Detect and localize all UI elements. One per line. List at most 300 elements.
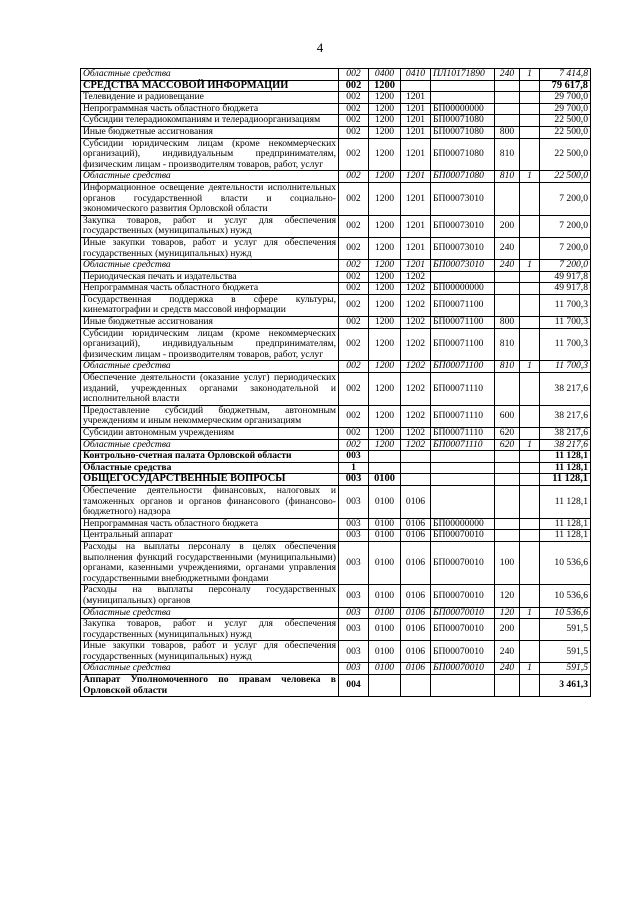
row-subsection-cell: 0106 <box>401 619 431 641</box>
row-admin-code-cell: 002 <box>339 237 369 259</box>
row-subsection-cell: 1201 <box>401 171 431 183</box>
table-row <box>81 607 591 619</box>
table-row <box>81 283 591 295</box>
row-funding-source-cell <box>520 328 540 361</box>
row-subsection-cell <box>401 462 431 474</box>
row-subsection-cell: 1201 <box>401 115 431 127</box>
row-admin-code-cell: 003 <box>339 619 369 641</box>
row-admin-code-cell: 004 <box>339 675 369 697</box>
row-section-cell: 1200 <box>369 405 401 427</box>
row-admin-code-cell: 002 <box>339 69 369 81</box>
row-expense-type-cell <box>495 80 520 92</box>
budget-table <box>80 68 591 697</box>
row-amount-cell: 38 217,6 <box>540 405 591 427</box>
table-row <box>81 451 591 463</box>
row-expense-type-cell: 810 <box>495 171 520 183</box>
row-amount-cell: 11 128,1 <box>540 530 591 542</box>
row-subsection-cell: 1202 <box>401 283 431 295</box>
row-expense-type-cell <box>495 294 520 316</box>
row-subsection-cell: 1201 <box>401 260 431 272</box>
row-admin-code-cell: 002 <box>339 317 369 329</box>
row-funding-source-cell: 1 <box>520 69 540 81</box>
table-row <box>81 69 591 81</box>
row-name-cell: Аппарат Уполномоченного по правам человека в Орловской области <box>81 675 339 697</box>
row-subsection-cell: 0106 <box>401 541 431 584</box>
row-funding-source-cell <box>520 271 540 283</box>
row-expense-type-cell <box>495 182 520 215</box>
row-amount-cell: 38 217,6 <box>540 439 591 451</box>
row-amount-cell: 11 700,3 <box>540 294 591 316</box>
row-target-article-cell: БП00070010 <box>431 530 495 542</box>
row-name-cell: Контрольно-счетная палата Орловской области <box>81 451 339 463</box>
row-amount-cell: 11 128,1 <box>540 462 591 474</box>
row-section-cell: 1200 <box>369 215 401 237</box>
row-section-cell: 1200 <box>369 317 401 329</box>
table-row <box>81 138 591 171</box>
row-amount-cell: 49 917,8 <box>540 271 591 283</box>
row-funding-source-cell <box>520 518 540 530</box>
row-admin-code-cell: 002 <box>339 271 369 283</box>
row-funding-source-cell: 1 <box>520 439 540 451</box>
row-funding-source-cell: 1 <box>520 260 540 272</box>
row-section-cell: 1200 <box>369 182 401 215</box>
row-name-cell: Государственная поддержка в сфере культуры, кинематографии и средств массовой информации <box>81 294 339 316</box>
table-row <box>81 182 591 215</box>
row-funding-source-cell <box>520 675 540 697</box>
row-target-article-cell: БП00071100 <box>431 328 495 361</box>
row-expense-type-cell <box>495 373 520 406</box>
row-funding-source-cell <box>520 103 540 115</box>
row-name-cell: Закупка товаров, работ и услуг для обеспечения государственных (муниципальных) нужд <box>81 619 339 641</box>
row-funding-source-cell <box>520 115 540 127</box>
row-target-article-cell: БП00071100 <box>431 294 495 316</box>
row-name-cell: Областные средства <box>81 260 339 272</box>
row-name-cell: Областные средства <box>81 663 339 675</box>
row-amount-cell: 591,5 <box>540 619 591 641</box>
table-row <box>81 271 591 283</box>
row-admin-code-cell: 002 <box>339 373 369 406</box>
row-target-article-cell: БП00071110 <box>431 428 495 440</box>
row-target-article-cell: БП00070010 <box>431 641 495 663</box>
row-funding-source-cell <box>520 405 540 427</box>
row-section-cell: 1200 <box>369 271 401 283</box>
row-amount-cell: 10 536,6 <box>540 585 591 607</box>
row-target-article-cell: БП00071110 <box>431 439 495 451</box>
row-admin-code-cell: 002 <box>339 361 369 373</box>
table-row <box>81 462 591 474</box>
row-amount-cell: 11 700,3 <box>540 328 591 361</box>
row-amount-cell: 22 500,0 <box>540 115 591 127</box>
row-section-cell: 0100 <box>369 518 401 530</box>
row-section-cell: 1200 <box>369 171 401 183</box>
table-row <box>81 80 591 92</box>
row-target-article-cell <box>431 451 495 463</box>
row-target-article-cell: БП00071080 <box>431 115 495 127</box>
row-name-cell: Непрограммная часть областного бюджета <box>81 103 339 115</box>
row-section-cell: 1200 <box>369 283 401 295</box>
row-subsection-cell: 1202 <box>401 294 431 316</box>
row-target-article-cell: БП00073010 <box>431 215 495 237</box>
row-section-cell <box>369 462 401 474</box>
row-expense-type-cell <box>495 485 520 518</box>
row-subsection-cell: 1201 <box>401 215 431 237</box>
row-admin-code-cell: 1 <box>339 462 369 474</box>
table-row <box>81 260 591 272</box>
row-admin-code-cell: 002 <box>339 80 369 92</box>
row-expense-type-cell <box>495 530 520 542</box>
row-funding-source-cell <box>520 237 540 259</box>
table-row <box>81 92 591 104</box>
row-amount-cell: 10 536,6 <box>540 541 591 584</box>
row-target-article-cell <box>431 474 495 486</box>
row-expense-type-cell: 810 <box>495 361 520 373</box>
table-row <box>81 126 591 138</box>
row-section-cell: 1200 <box>369 237 401 259</box>
row-name-cell: Центральный аппарат <box>81 530 339 542</box>
row-name-cell: Субсидии телерадиокомпаниям и телерадиоорганизациям <box>81 115 339 127</box>
table-row <box>81 675 591 697</box>
row-target-article-cell: БП00073010 <box>431 260 495 272</box>
row-funding-source-cell: 1 <box>520 361 540 373</box>
row-name-cell: Областные средства <box>81 361 339 373</box>
row-target-article-cell: БП00071100 <box>431 317 495 329</box>
row-amount-cell: 3 461,3 <box>540 675 591 697</box>
row-subsection-cell: 1202 <box>401 271 431 283</box>
row-funding-source-cell <box>520 283 540 295</box>
row-name-cell: Субсидии юридическим лицам (кроме некоммерческих организаций), индивидуальным предпринимателям, физическим лицам - производителям товаров, работ, услуг <box>81 328 339 361</box>
row-admin-code-cell: 002 <box>339 405 369 427</box>
row-expense-type-cell: 200 <box>495 619 520 641</box>
row-target-article-cell <box>431 462 495 474</box>
row-name-cell: Непрограммная часть областного бюджета <box>81 518 339 530</box>
row-funding-source-cell <box>520 451 540 463</box>
table-row <box>81 518 591 530</box>
row-section-cell <box>369 451 401 463</box>
table-row <box>81 619 591 641</box>
row-subsection-cell: 1202 <box>401 317 431 329</box>
row-subsection-cell: 1201 <box>401 92 431 104</box>
row-amount-cell: 11 128,1 <box>540 474 591 486</box>
table-row <box>81 530 591 542</box>
row-expense-type-cell: 240 <box>495 663 520 675</box>
row-admin-code-cell: 002 <box>339 215 369 237</box>
page-number: 4 <box>316 40 324 55</box>
row-amount-cell: 22 500,0 <box>540 171 591 183</box>
row-admin-code-cell: 002 <box>339 126 369 138</box>
row-expense-type-cell: 200 <box>495 215 520 237</box>
row-amount-cell: 7 200,0 <box>540 215 591 237</box>
row-section-cell: 1200 <box>369 328 401 361</box>
row-subsection-cell: 1201 <box>401 182 431 215</box>
row-admin-code-cell: 003 <box>339 451 369 463</box>
row-section-cell <box>369 675 401 697</box>
row-expense-type-cell: 100 <box>495 541 520 584</box>
table-row <box>81 103 591 115</box>
row-subsection-cell: 1201 <box>401 237 431 259</box>
row-admin-code-cell: 002 <box>339 171 369 183</box>
row-amount-cell: 11 128,1 <box>540 451 591 463</box>
row-name-cell: Иные бюджетные ассигнования <box>81 317 339 329</box>
row-amount-cell: 11 128,1 <box>540 518 591 530</box>
row-expense-type-cell: 240 <box>495 260 520 272</box>
row-name-cell: Периодическая печать и издательства <box>81 271 339 283</box>
row-subsection-cell: 0106 <box>401 585 431 607</box>
row-amount-cell: 7 200,0 <box>540 237 591 259</box>
row-amount-cell: 7 200,0 <box>540 260 591 272</box>
row-target-article-cell <box>431 92 495 104</box>
row-subsection-cell <box>401 80 431 92</box>
row-target-article-cell: ПЛ10171890 <box>431 69 495 81</box>
table-row <box>81 115 591 127</box>
row-name-cell: Непрограммная часть областного бюджета <box>81 283 339 295</box>
row-target-article-cell: БП00070010 <box>431 619 495 641</box>
row-amount-cell: 29 700,0 <box>540 103 591 115</box>
row-amount-cell: 79 617,8 <box>540 80 591 92</box>
table-row <box>81 663 591 675</box>
row-amount-cell: 11 700,3 <box>540 361 591 373</box>
table-row <box>81 585 591 607</box>
row-name-cell: СРЕДСТВА МАССОВОЙ ИНФОРМАЦИИ <box>81 80 339 92</box>
row-admin-code-cell: 002 <box>339 283 369 295</box>
row-subsection-cell: 1202 <box>401 373 431 406</box>
row-expense-type-cell <box>495 675 520 697</box>
row-section-cell: 1200 <box>369 115 401 127</box>
row-target-article-cell: БП00071080 <box>431 171 495 183</box>
row-funding-source-cell <box>520 182 540 215</box>
row-funding-source-cell <box>520 641 540 663</box>
row-admin-code-cell: 003 <box>339 585 369 607</box>
row-name-cell: Расходы на выплаты персоналу государственных (муниципальных) органов <box>81 585 339 607</box>
row-expense-type-cell: 240 <box>495 641 520 663</box>
row-funding-source-cell <box>520 541 540 584</box>
row-name-cell: Областные средства <box>81 462 339 474</box>
table-row <box>81 361 591 373</box>
row-amount-cell: 10 536,6 <box>540 607 591 619</box>
row-admin-code-cell: 003 <box>339 607 369 619</box>
row-target-article-cell: БП00071110 <box>431 373 495 406</box>
row-amount-cell: 22 500,0 <box>540 138 591 171</box>
row-funding-source-cell <box>520 373 540 406</box>
row-section-cell: 1200 <box>369 294 401 316</box>
row-expense-type-cell: 240 <box>495 69 520 81</box>
row-funding-source-cell <box>520 215 540 237</box>
row-name-cell: Областные средства <box>81 171 339 183</box>
row-name-cell: Областные средства <box>81 607 339 619</box>
row-target-article-cell: БП00000000 <box>431 518 495 530</box>
row-target-article-cell <box>431 80 495 92</box>
row-funding-source-cell <box>520 138 540 171</box>
row-target-article-cell: БП00073010 <box>431 182 495 215</box>
row-name-cell: Иные закупки товаров, работ и услуг для обеспечения государственных (муниципальных) нужд <box>81 237 339 259</box>
row-amount-cell: 22 500,0 <box>540 126 591 138</box>
row-amount-cell: 11 700,3 <box>540 317 591 329</box>
row-expense-type-cell <box>495 518 520 530</box>
row-admin-code-cell: 003 <box>339 663 369 675</box>
row-amount-cell: 11 128,1 <box>540 485 591 518</box>
row-name-cell: Иные бюджетные ассигнования <box>81 126 339 138</box>
row-admin-code-cell: 003 <box>339 541 369 584</box>
row-expense-type-cell: 620 <box>495 428 520 440</box>
row-funding-source-cell <box>520 485 540 518</box>
table-row <box>81 294 591 316</box>
row-funding-source-cell <box>520 474 540 486</box>
row-funding-source-cell <box>520 126 540 138</box>
row-expense-type-cell: 240 <box>495 237 520 259</box>
row-admin-code-cell: 002 <box>339 260 369 272</box>
row-name-cell: Предоставление субсидий бюджетным, автономным учреждениям и иным некоммерческим организациям <box>81 405 339 427</box>
row-section-cell: 0100 <box>369 474 401 486</box>
row-section-cell: 0100 <box>369 541 401 584</box>
row-admin-code-cell: 003 <box>339 474 369 486</box>
row-name-cell: Субсидии автономным учреждениям <box>81 428 339 440</box>
row-section-cell: 1200 <box>369 92 401 104</box>
table-row <box>81 541 591 584</box>
row-subsection-cell: 0410 <box>401 69 431 81</box>
row-name-cell: Расходы на выплаты персоналу в целях обеспечения выполнения функций государственными (муниципальными) органами, казенными учреждениями, органами управления государственными внебюджетными фондами <box>81 541 339 584</box>
row-expense-type-cell <box>495 451 520 463</box>
row-subsection-cell: 0106 <box>401 530 431 542</box>
row-section-cell: 1200 <box>369 138 401 171</box>
row-amount-cell: 38 217,6 <box>540 428 591 440</box>
row-amount-cell: 29 700,0 <box>540 92 591 104</box>
row-subsection-cell <box>401 675 431 697</box>
row-funding-source-cell <box>520 428 540 440</box>
row-subsection-cell <box>401 451 431 463</box>
row-admin-code-cell: 003 <box>339 518 369 530</box>
table-row <box>81 317 591 329</box>
row-subsection-cell: 1202 <box>401 405 431 427</box>
row-funding-source-cell <box>520 80 540 92</box>
row-section-cell: 1200 <box>369 80 401 92</box>
row-subsection-cell: 1201 <box>401 126 431 138</box>
row-target-article-cell: БП00071110 <box>431 405 495 427</box>
row-admin-code-cell: 002 <box>339 92 369 104</box>
row-subsection-cell <box>401 474 431 486</box>
row-admin-code-cell: 002 <box>339 328 369 361</box>
table-row <box>81 428 591 440</box>
row-amount-cell: 49 917,8 <box>540 283 591 295</box>
table-row <box>81 373 591 406</box>
row-name-cell: ОБЩЕГОСУДАРСТВЕННЫЕ ВОПРОСЫ <box>81 474 339 486</box>
row-section-cell: 0100 <box>369 619 401 641</box>
row-amount-cell: 38 217,6 <box>540 373 591 406</box>
row-section-cell: 1200 <box>369 373 401 406</box>
row-section-cell: 1200 <box>369 361 401 373</box>
table-row <box>81 485 591 518</box>
row-section-cell: 0100 <box>369 585 401 607</box>
row-subsection-cell: 1202 <box>401 428 431 440</box>
row-admin-code-cell: 003 <box>339 641 369 663</box>
row-funding-source-cell <box>520 462 540 474</box>
row-admin-code-cell: 003 <box>339 530 369 542</box>
row-funding-source-cell <box>520 317 540 329</box>
row-name-cell: Субсидии юридическим лицам (кроме некоммерческих организаций), индивидуальным предпринимателям, физическим лицам - производителям товаров, работ, услуг <box>81 138 339 171</box>
row-subsection-cell: 0106 <box>401 641 431 663</box>
row-admin-code-cell: 002 <box>339 103 369 115</box>
row-expense-type-cell: 620 <box>495 439 520 451</box>
table-row <box>81 328 591 361</box>
row-name-cell: Телевидение и радиовещание <box>81 92 339 104</box>
table-row <box>81 439 591 451</box>
row-target-article-cell: БП00073010 <box>431 237 495 259</box>
row-section-cell: 0100 <box>369 485 401 518</box>
row-expense-type-cell: 600 <box>495 405 520 427</box>
row-target-article-cell: БП00071100 <box>431 361 495 373</box>
table-row <box>81 405 591 427</box>
row-section-cell: 1200 <box>369 439 401 451</box>
row-target-article-cell: БП00071080 <box>431 138 495 171</box>
row-admin-code-cell: 002 <box>339 294 369 316</box>
row-funding-source-cell: 1 <box>520 607 540 619</box>
row-admin-code-cell: 002 <box>339 182 369 215</box>
row-subsection-cell: 0106 <box>401 663 431 675</box>
row-expense-type-cell: 120 <box>495 607 520 619</box>
row-name-cell: Иные закупки товаров, работ и услуг для обеспечения государственных (муниципальных) нужд <box>81 641 339 663</box>
row-amount-cell: 591,5 <box>540 641 591 663</box>
row-section-cell: 1200 <box>369 126 401 138</box>
row-expense-type-cell <box>495 271 520 283</box>
row-section-cell: 0100 <box>369 641 401 663</box>
row-target-article-cell: БП00070010 <box>431 607 495 619</box>
row-admin-code-cell: 002 <box>339 138 369 171</box>
row-target-article-cell: БП00071080 <box>431 126 495 138</box>
table-row <box>81 641 591 663</box>
row-target-article-cell: БП00070010 <box>431 663 495 675</box>
row-name-cell: Обеспечение деятельности финансовых, налоговых и таможенных органов и органов финансового (финансово-бюджетного) надзора <box>81 485 339 518</box>
row-admin-code-cell: 002 <box>339 115 369 127</box>
row-expense-type-cell: 800 <box>495 317 520 329</box>
row-subsection-cell: 0106 <box>401 607 431 619</box>
row-target-article-cell: БП00070010 <box>431 585 495 607</box>
row-amount-cell: 7 414,8 <box>540 69 591 81</box>
row-subsection-cell: 1201 <box>401 138 431 171</box>
row-subsection-cell: 1202 <box>401 328 431 361</box>
row-subsection-cell: 1202 <box>401 361 431 373</box>
row-expense-type-cell: 800 <box>495 126 520 138</box>
row-expense-type-cell <box>495 92 520 104</box>
row-expense-type-cell: 810 <box>495 328 520 361</box>
table-row <box>81 171 591 183</box>
row-amount-cell: 7 200,0 <box>540 182 591 215</box>
row-expense-type-cell <box>495 115 520 127</box>
table-row <box>81 215 591 237</box>
row-target-article-cell <box>431 271 495 283</box>
row-admin-code-cell: 003 <box>339 485 369 518</box>
row-subsection-cell: 0106 <box>401 485 431 518</box>
row-target-article-cell <box>431 485 495 518</box>
row-funding-source-cell: 1 <box>520 663 540 675</box>
row-section-cell: 1200 <box>369 260 401 272</box>
row-target-article-cell <box>431 675 495 697</box>
row-target-article-cell: БП00000000 <box>431 283 495 295</box>
table-row <box>81 474 591 486</box>
row-subsection-cell: 1202 <box>401 439 431 451</box>
row-expense-type-cell <box>495 474 520 486</box>
row-funding-source-cell <box>520 585 540 607</box>
row-name-cell: Обеспечение деятельности (оказание услуг) периодических изданий, учрежденных органами законодательной и исполнительной власти <box>81 373 339 406</box>
row-amount-cell: 591,5 <box>540 663 591 675</box>
row-funding-source-cell <box>520 530 540 542</box>
row-section-cell: 0100 <box>369 530 401 542</box>
row-funding-source-cell: 1 <box>520 171 540 183</box>
row-expense-type-cell <box>495 283 520 295</box>
row-target-article-cell: БП00070010 <box>431 541 495 584</box>
row-expense-type-cell <box>495 103 520 115</box>
row-expense-type-cell: 810 <box>495 138 520 171</box>
row-expense-type-cell <box>495 462 520 474</box>
row-name-cell: Информационное освещение деятельности исполнительных органов государственной власти и социально-экономического развития Орловской области <box>81 182 339 215</box>
row-section-cell: 0100 <box>369 607 401 619</box>
